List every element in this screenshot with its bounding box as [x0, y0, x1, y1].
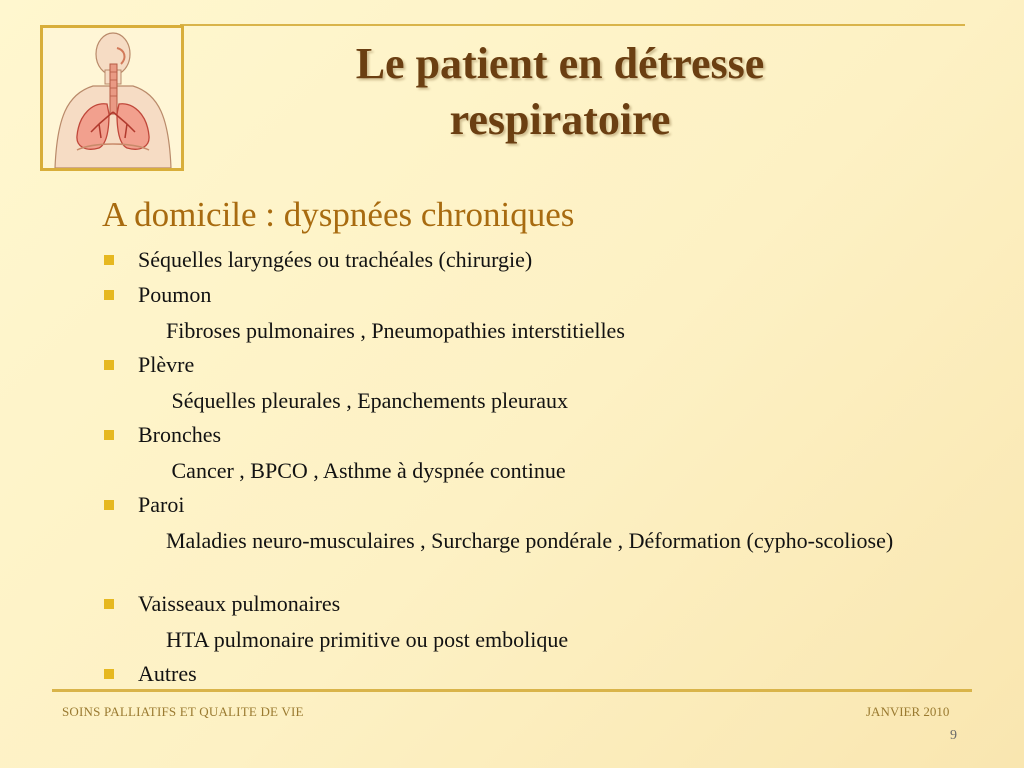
bullet-item: [100, 489, 980, 524]
bullet-item: [100, 244, 980, 279]
bullet-item: [100, 588, 980, 623]
bullet-text: Plèvre: [138, 352, 195, 377]
bullet-text: Paroi: [138, 492, 185, 517]
lungs-anatomy-icon: [40, 25, 184, 171]
bullet-item: [100, 419, 980, 454]
bullet-text: Autres: [138, 661, 197, 686]
square-bullet-icon: [104, 360, 114, 370]
square-bullet-icon: [104, 669, 114, 679]
sub-item: Maladies neuro-musculaires , Surcharge pondérale , Déformation (cypho-scoliose): [166, 528, 894, 553]
bullet-item: [100, 279, 980, 314]
bottom-rule: [52, 689, 972, 692]
bullet-item: [100, 658, 980, 693]
title-line-2: respiratoire: [449, 95, 671, 144]
sub-item: Séquelles pleurales , Epanchements pleuraux: [166, 388, 568, 413]
bullet-text: Bronches: [138, 422, 222, 447]
square-bullet-icon: [104, 430, 114, 440]
top-rule: [180, 24, 965, 26]
bullet-text: Poumon: [138, 282, 212, 307]
sub-item: HTA pulmonaire primitive ou post embolique: [166, 627, 569, 652]
title-line-1: Le patient en détresse: [355, 39, 765, 88]
slide-title: [230, 36, 890, 148]
page-number: 9: [950, 728, 957, 743]
bullet-item: [100, 349, 980, 384]
square-bullet-icon: [104, 255, 114, 265]
sub-item: Fibroses pulmonaires , Pneumopathies interstitielles: [166, 318, 625, 343]
bullet-text: Séquelles laryngées ou trachéales (chirurgie): [138, 247, 533, 272]
footer-date: JANVIER 2010: [866, 704, 950, 719]
bullet-text: Vaisseaux pulmonaires: [138, 591, 341, 616]
square-bullet-icon: [104, 500, 114, 510]
square-bullet-icon: [104, 599, 114, 609]
section-subheading: A domicile : dyspnées chroniques: [102, 195, 575, 234]
bullet-list: [100, 244, 980, 693]
sub-item: Cancer , BPCO , Asthme à dyspnée continue: [166, 458, 566, 483]
square-bullet-icon: [104, 290, 114, 300]
footer-left-text: SOINS PALLIATIFS ET QUALITE DE VIE: [62, 704, 304, 719]
